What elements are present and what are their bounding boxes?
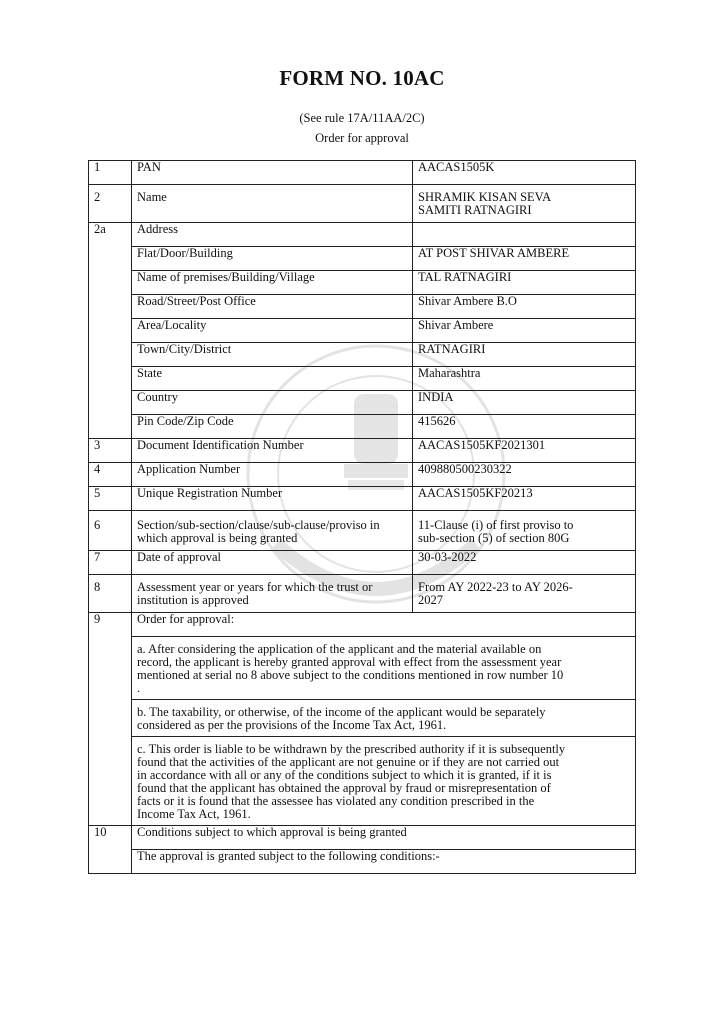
ay-label-line-1: Assessment year or years for which the trust or <box>137 580 373 594</box>
field-value-state: Maharashtra <box>413 367 636 391</box>
field-label-address: Address <box>132 223 413 247</box>
field-label-section <box>132 511 413 551</box>
field-value-section <box>413 511 636 551</box>
field-value-app-no: 409880500230322 <box>413 463 636 487</box>
order-paragraph-c: c. This order is liable to be withdrawn by the prescribed authority if it is subsequently found that the activities of the applicant are not genuine or if they are not carried out in accordance with all or any of the conditions subject to which it is granted, if it is found that the applicant has obtained the approval by fraud or misrepresentation of facts or it is found that the assessee has violated any condition prescribed in the Income Tax Act, 1961. <box>132 737 636 826</box>
field-value-flat: AT POST SHIVAR AMBERE <box>413 247 636 271</box>
order-paragraph-b: b. The taxability, or otherwise, of the income of the applicant would be separately considered as per the provisions of the Income Tax Act, 1961. <box>132 700 636 737</box>
section-value-line-1: 11-Clause (i) of first proviso to <box>418 518 574 532</box>
field-label-area: Area/Locality <box>132 319 413 343</box>
field-label-premises: Name of premises/Building/Village <box>132 271 413 295</box>
field-label-pincode: Pin Code/Zip Code <box>132 415 413 439</box>
field-value-area: Shivar Ambere <box>413 319 636 343</box>
row-number: 1 <box>89 161 132 185</box>
form-table <box>88 160 636 874</box>
field-value-country: INDIA <box>413 391 636 415</box>
field-label-country: Country <box>132 391 413 415</box>
form-subtitle: Order for approval <box>315 131 409 145</box>
section-label-line-1: Section/sub-section/clause/sub-clause/proviso in <box>137 518 380 532</box>
field-value-town: RATNAGIRI <box>413 343 636 367</box>
field-value-pincode: 415626 <box>413 415 636 439</box>
field-value-name <box>413 185 636 223</box>
conditions-heading: Conditions subject to which approval is being granted <box>132 826 636 850</box>
row-number: 9 <box>89 613 132 826</box>
field-label-name: Name <box>132 185 413 223</box>
field-label-pan: PAN <box>132 161 413 185</box>
field-value-date: 30-03-2022 <box>413 551 636 575</box>
field-value-ay <box>413 575 636 613</box>
row-number: 10 <box>89 826 132 874</box>
field-value-address <box>413 223 636 247</box>
row-number: 4 <box>89 463 132 487</box>
field-label-doc-id: Document Identification Number <box>132 439 413 463</box>
ay-label-line-2: institution is approved <box>137 593 249 607</box>
row-number: 2a <box>89 223 132 439</box>
row-number: 3 <box>89 439 132 463</box>
section-label-line-2: which approval is being granted <box>137 531 298 545</box>
field-label-date: Date of approval <box>132 551 413 575</box>
ay-value-line-2: 2027 <box>418 593 443 607</box>
field-value-pan: AACAS1505K <box>413 161 636 185</box>
row-number: 2 <box>89 185 132 223</box>
field-label-app-no: Application Number <box>132 463 413 487</box>
form-title: FORM NO. 10AC <box>279 66 445 90</box>
field-value-doc-id: AACAS1505KF2021301 <box>413 439 636 463</box>
field-label-town: Town/City/District <box>132 343 413 367</box>
rule-reference: (See rule 17A/11AA/2C) <box>299 111 425 125</box>
order-paragraph-a: a. After considering the application of the applicant and the material available on record, the applicant is hereby granted approval with effect from the assessment year mentioned at serial no 8 above subject to the conditions mentioned in row number 10 . <box>132 637 636 700</box>
ay-value-line-1: From AY 2022-23 to AY 2026- <box>418 580 573 594</box>
row-number: 7 <box>89 551 132 575</box>
field-label-urn: Unique Registration Number <box>132 487 413 511</box>
row-number: 5 <box>89 487 132 511</box>
conditions-subtext: The approval is granted subject to the following conditions:- <box>132 850 636 874</box>
field-label-flat: Flat/Door/Building <box>132 247 413 271</box>
field-label-road: Road/Street/Post Office <box>132 295 413 319</box>
order-heading: Order for approval: <box>132 613 636 637</box>
field-value-road: Shivar Ambere B.O <box>413 295 636 319</box>
field-value-premises: TAL RATNAGIRI <box>413 271 636 295</box>
row-number: 8 <box>89 575 132 613</box>
field-value-urn: AACAS1505KF20213 <box>413 487 636 511</box>
name-line-1: SHRAMIK KISAN SEVA <box>418 190 552 204</box>
name-line-2: SAMITI RATNAGIRI <box>418 203 532 217</box>
row-number: 6 <box>89 511 132 551</box>
section-value-line-2: sub-section (5) of section 80G <box>418 531 570 545</box>
field-label-ay <box>132 575 413 613</box>
field-label-state: State <box>132 367 413 391</box>
